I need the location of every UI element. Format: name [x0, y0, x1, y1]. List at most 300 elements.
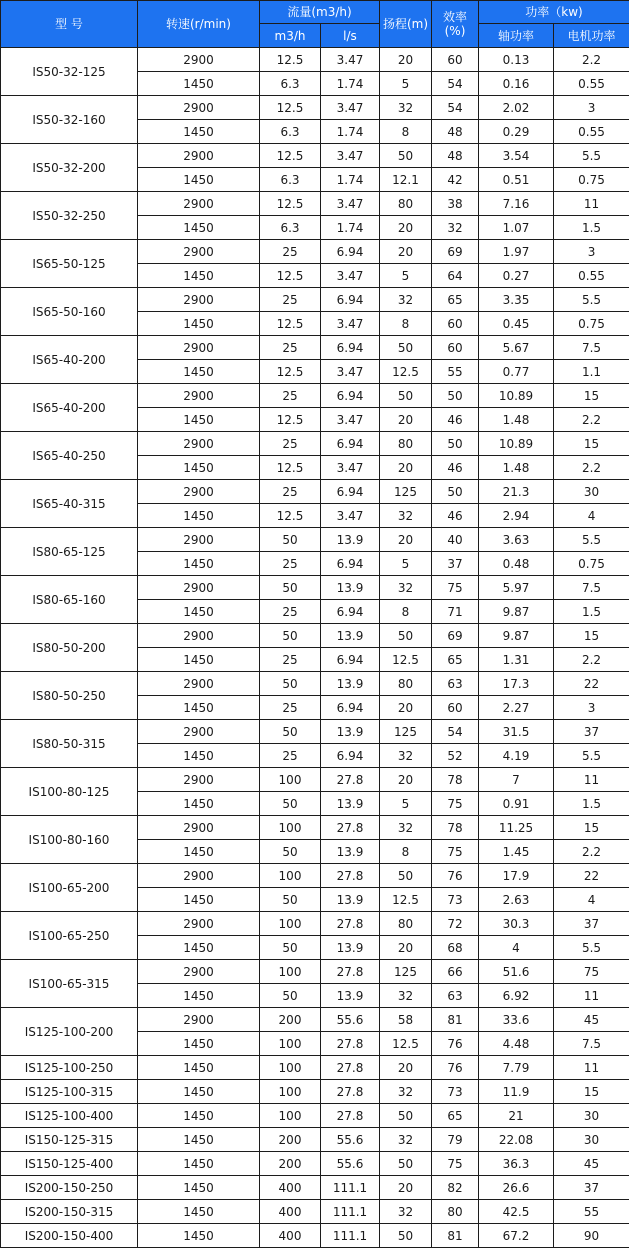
motor-power-cell: 90	[554, 1224, 629, 1248]
efficiency-cell: 60	[432, 48, 479, 72]
flow-m3h-cell: 50	[260, 984, 321, 1008]
efficiency-cell: 71	[432, 600, 479, 624]
shaft-power-cell: 2.02	[479, 96, 554, 120]
flow-ls-cell: 3.47	[321, 192, 380, 216]
model-cell: IS100-65-200	[1, 864, 138, 912]
head-cell: 50	[380, 1152, 432, 1176]
flow-ls-cell: 13.9	[321, 672, 380, 696]
motor-power-cell: 1.1	[554, 360, 629, 384]
efficiency-cell: 66	[432, 960, 479, 984]
flow-ls-cell: 13.9	[321, 792, 380, 816]
model-cell: IS125-100-250	[1, 1056, 138, 1080]
flow-ls-cell: 3.47	[321, 264, 380, 288]
motor-power-cell: 15	[554, 816, 629, 840]
flow-m3h-cell: 25	[260, 600, 321, 624]
head-cell: 32	[380, 576, 432, 600]
flow-ls-cell: 3.47	[321, 144, 380, 168]
speed-cell: 2900	[138, 816, 260, 840]
efficiency-cell: 50	[432, 432, 479, 456]
motor-power-cell: 7.5	[554, 1032, 629, 1056]
efficiency-cell: 76	[432, 1056, 479, 1080]
efficiency-cell: 52	[432, 744, 479, 768]
shaft-power-cell: 1.07	[479, 216, 554, 240]
motor-power-cell: 2.2	[554, 456, 629, 480]
flow-ls-cell: 27.8	[321, 864, 380, 888]
efficiency-cell: 65	[432, 1104, 479, 1128]
head-cell: 20	[380, 936, 432, 960]
speed-cell: 2900	[138, 768, 260, 792]
efficiency-cell: 50	[432, 480, 479, 504]
flow-m3h-cell: 100	[260, 1080, 321, 1104]
efficiency-cell: 68	[432, 936, 479, 960]
model-cell: IS65-40-200	[1, 336, 138, 384]
shaft-power-cell: 0.91	[479, 792, 554, 816]
flow-m3h-cell: 25	[260, 696, 321, 720]
model-cell: IS65-40-250	[1, 432, 138, 480]
efficiency-cell: 76	[432, 864, 479, 888]
flow-m3h-cell: 50	[260, 792, 321, 816]
motor-power-cell: 11	[554, 192, 629, 216]
head-cell: 5	[380, 792, 432, 816]
efficiency-cell: 42	[432, 168, 479, 192]
speed-cell: 2900	[138, 624, 260, 648]
motor-power-cell: 15	[554, 384, 629, 408]
flow-ls-cell: 6.94	[321, 384, 380, 408]
motor-power-cell: 7.5	[554, 576, 629, 600]
table-row	[1, 288, 629, 312]
model-cell: IS80-50-315	[1, 720, 138, 768]
flow-ls-cell: 1.74	[321, 168, 380, 192]
speed-cell: 2900	[138, 432, 260, 456]
head-cell: 50	[380, 1104, 432, 1128]
flow-ls-cell: 1.74	[321, 120, 380, 144]
speed-cell: 1450	[138, 312, 260, 336]
efficiency-cell: 63	[432, 984, 479, 1008]
table-row	[1, 528, 629, 552]
motor-power-cell: 0.55	[554, 120, 629, 144]
shaft-power-cell: 42.5	[479, 1200, 554, 1224]
table-row	[1, 48, 629, 72]
speed-cell: 2900	[138, 480, 260, 504]
flow-m3h-cell: 50	[260, 672, 321, 696]
motor-power-cell: 15	[554, 624, 629, 648]
speed-cell: 2900	[138, 1008, 260, 1032]
model-cell: IS80-50-250	[1, 672, 138, 720]
shaft-power-cell: 3.35	[479, 288, 554, 312]
motor-power-cell: 11	[554, 1056, 629, 1080]
speed-cell: 1450	[138, 1224, 260, 1248]
model-cell: IS200-150-400	[1, 1224, 138, 1248]
efficiency-cell: 80	[432, 1200, 479, 1224]
motor-power-cell: 30	[554, 1104, 629, 1128]
motor-power-cell: 3	[554, 240, 629, 264]
speed-cell: 1450	[138, 504, 260, 528]
shaft-power-cell: 21	[479, 1104, 554, 1128]
shaft-power-cell: 0.13	[479, 48, 554, 72]
flow-ls-cell: 13.9	[321, 528, 380, 552]
efficiency-cell: 65	[432, 288, 479, 312]
speed-cell: 2900	[138, 96, 260, 120]
head-cell: 50	[380, 384, 432, 408]
flow-m3h-cell: 25	[260, 288, 321, 312]
speed-cell: 1450	[138, 1056, 260, 1080]
motor-power-cell: 0.75	[554, 312, 629, 336]
head-cell: 8	[380, 312, 432, 336]
table-header	[1, 1, 629, 48]
table-row	[1, 720, 629, 744]
head-cell: 32	[380, 504, 432, 528]
header-flow-ls: l/s	[321, 24, 380, 48]
shaft-power-cell: 9.87	[479, 600, 554, 624]
speed-cell: 1450	[138, 1152, 260, 1176]
head-cell: 50	[380, 864, 432, 888]
shaft-power-cell: 67.2	[479, 1224, 554, 1248]
head-cell: 5	[380, 264, 432, 288]
flow-m3h-cell: 6.3	[260, 72, 321, 96]
head-cell: 58	[380, 1008, 432, 1032]
head-cell: 125	[380, 480, 432, 504]
motor-power-cell: 5.5	[554, 288, 629, 312]
head-cell: 8	[380, 600, 432, 624]
motor-power-cell: 30	[554, 1128, 629, 1152]
motor-power-cell: 37	[554, 1176, 629, 1200]
table-row	[1, 672, 629, 696]
flow-ls-cell: 3.47	[321, 456, 380, 480]
efficiency-cell: 78	[432, 816, 479, 840]
flow-ls-cell: 6.94	[321, 240, 380, 264]
header-speed: 转速(r/min)	[138, 1, 260, 48]
speed-cell: 1450	[138, 1200, 260, 1224]
efficiency-cell: 75	[432, 1152, 479, 1176]
head-cell: 8	[380, 840, 432, 864]
shaft-power-cell: 2.94	[479, 504, 554, 528]
shaft-power-cell: 51.6	[479, 960, 554, 984]
table-row	[1, 1128, 629, 1152]
flow-ls-cell: 27.8	[321, 1032, 380, 1056]
efficiency-cell: 60	[432, 312, 479, 336]
shaft-power-cell: 0.48	[479, 552, 554, 576]
head-cell: 32	[380, 1080, 432, 1104]
model-cell: IS100-65-315	[1, 960, 138, 1008]
efficiency-cell: 32	[432, 216, 479, 240]
flow-m3h-cell: 100	[260, 960, 321, 984]
efficiency-cell: 76	[432, 1032, 479, 1056]
flow-m3h-cell: 100	[260, 1056, 321, 1080]
speed-cell: 1450	[138, 456, 260, 480]
flow-m3h-cell: 400	[260, 1176, 321, 1200]
motor-power-cell: 3	[554, 96, 629, 120]
flow-ls-cell: 55.6	[321, 1008, 380, 1032]
speed-cell: 1450	[138, 792, 260, 816]
flow-ls-cell: 13.9	[321, 936, 380, 960]
flow-ls-cell: 27.8	[321, 1104, 380, 1128]
table-row	[1, 960, 629, 984]
shaft-power-cell: 11.25	[479, 816, 554, 840]
flow-m3h-cell: 6.3	[260, 120, 321, 144]
motor-power-cell: 1.5	[554, 600, 629, 624]
speed-cell: 1450	[138, 360, 260, 384]
motor-power-cell: 1.5	[554, 792, 629, 816]
flow-m3h-cell: 12.5	[260, 360, 321, 384]
table-row	[1, 336, 629, 360]
shaft-power-cell: 2.63	[479, 888, 554, 912]
head-cell: 20	[380, 1056, 432, 1080]
table-row	[1, 1008, 629, 1032]
flow-m3h-cell: 100	[260, 816, 321, 840]
flow-ls-cell: 3.47	[321, 408, 380, 432]
efficiency-cell: 48	[432, 120, 479, 144]
flow-ls-cell: 3.47	[321, 360, 380, 384]
shaft-power-cell: 31.5	[479, 720, 554, 744]
motor-power-cell: 11	[554, 984, 629, 1008]
motor-power-cell: 4	[554, 504, 629, 528]
flow-m3h-cell: 100	[260, 1104, 321, 1128]
speed-cell: 1450	[138, 1104, 260, 1128]
flow-m3h-cell: 100	[260, 864, 321, 888]
flow-ls-cell: 6.94	[321, 432, 380, 456]
speed-cell: 1450	[138, 696, 260, 720]
motor-power-cell: 15	[554, 1080, 629, 1104]
table-row	[1, 144, 629, 168]
efficiency-cell: 54	[432, 72, 479, 96]
flow-m3h-cell: 50	[260, 624, 321, 648]
shaft-power-cell: 1.48	[479, 408, 554, 432]
flow-ls-cell: 27.8	[321, 768, 380, 792]
flow-m3h-cell: 50	[260, 528, 321, 552]
header-flow: 流量(m3/h)	[260, 1, 380, 24]
efficiency-cell: 81	[432, 1224, 479, 1248]
table-row	[1, 1080, 629, 1104]
head-cell: 80	[380, 432, 432, 456]
head-cell: 32	[380, 816, 432, 840]
head-cell: 32	[380, 744, 432, 768]
speed-cell: 2900	[138, 384, 260, 408]
shaft-power-cell: 7.16	[479, 192, 554, 216]
head-cell: 80	[380, 672, 432, 696]
motor-power-cell: 2.2	[554, 48, 629, 72]
flow-ls-cell: 27.8	[321, 1080, 380, 1104]
shaft-power-cell: 11.9	[479, 1080, 554, 1104]
flow-ls-cell: 6.94	[321, 552, 380, 576]
flow-m3h-cell: 12.5	[260, 312, 321, 336]
flow-m3h-cell: 25	[260, 336, 321, 360]
flow-m3h-cell: 25	[260, 240, 321, 264]
shaft-power-cell: 0.45	[479, 312, 554, 336]
flow-ls-cell: 13.9	[321, 888, 380, 912]
table-row	[1, 912, 629, 936]
speed-cell: 1450	[138, 408, 260, 432]
model-cell: IS125-100-200	[1, 1008, 138, 1056]
head-cell: 12.5	[380, 888, 432, 912]
motor-power-cell: 15	[554, 432, 629, 456]
flow-ls-cell: 55.6	[321, 1152, 380, 1176]
shaft-power-cell: 10.89	[479, 432, 554, 456]
head-cell: 32	[380, 288, 432, 312]
model-cell: IS50-32-200	[1, 144, 138, 192]
head-cell: 125	[380, 720, 432, 744]
shaft-power-cell: 0.16	[479, 72, 554, 96]
efficiency-cell: 63	[432, 672, 479, 696]
flow-m3h-cell: 25	[260, 432, 321, 456]
model-cell: IS100-80-160	[1, 816, 138, 864]
speed-cell: 1450	[138, 216, 260, 240]
flow-ls-cell: 13.9	[321, 720, 380, 744]
shaft-power-cell: 3.54	[479, 144, 554, 168]
speed-cell: 2900	[138, 864, 260, 888]
shaft-power-cell: 5.67	[479, 336, 554, 360]
flow-m3h-cell: 12.5	[260, 144, 321, 168]
efficiency-cell: 72	[432, 912, 479, 936]
speed-cell: 1450	[138, 840, 260, 864]
model-cell: IS100-80-125	[1, 768, 138, 816]
flow-ls-cell: 6.94	[321, 480, 380, 504]
efficiency-cell: 60	[432, 336, 479, 360]
flow-m3h-cell: 50	[260, 840, 321, 864]
table-row	[1, 768, 629, 792]
shaft-power-cell: 17.9	[479, 864, 554, 888]
motor-power-cell: 30	[554, 480, 629, 504]
flow-m3h-cell: 200	[260, 1008, 321, 1032]
speed-cell: 1450	[138, 888, 260, 912]
flow-ls-cell: 111.1	[321, 1200, 380, 1224]
head-cell: 32	[380, 984, 432, 1008]
head-cell: 8	[380, 120, 432, 144]
motor-power-cell: 75	[554, 960, 629, 984]
header-model: 型 号	[1, 1, 138, 48]
motor-power-cell: 5.5	[554, 936, 629, 960]
motor-power-cell: 5.5	[554, 528, 629, 552]
speed-cell: 2900	[138, 48, 260, 72]
model-cell: IS150-125-315	[1, 1128, 138, 1152]
efficiency-cell: 54	[432, 96, 479, 120]
shaft-power-cell: 0.51	[479, 168, 554, 192]
flow-ls-cell: 6.94	[321, 648, 380, 672]
speed-cell: 1450	[138, 264, 260, 288]
header-flow-m3h: m3/h	[260, 24, 321, 48]
motor-power-cell: 45	[554, 1152, 629, 1176]
speed-cell: 1450	[138, 1080, 260, 1104]
flow-ls-cell: 27.8	[321, 960, 380, 984]
head-cell: 32	[380, 1128, 432, 1152]
model-cell: IS125-100-315	[1, 1080, 138, 1104]
table-row	[1, 480, 629, 504]
speed-cell: 2900	[138, 528, 260, 552]
model-cell: IS200-150-315	[1, 1200, 138, 1224]
efficiency-cell: 46	[432, 456, 479, 480]
table-row	[1, 1104, 629, 1128]
speed-cell: 2900	[138, 336, 260, 360]
flow-m3h-cell: 200	[260, 1152, 321, 1176]
head-cell: 12.5	[380, 1032, 432, 1056]
efficiency-cell: 73	[432, 1080, 479, 1104]
model-cell: IS200-150-250	[1, 1176, 138, 1200]
speed-cell: 2900	[138, 960, 260, 984]
head-cell: 12.1	[380, 168, 432, 192]
speed-cell: 1450	[138, 744, 260, 768]
efficiency-cell: 37	[432, 552, 479, 576]
shaft-power-cell: 22.08	[479, 1128, 554, 1152]
shaft-power-cell: 3.63	[479, 528, 554, 552]
flow-m3h-cell: 25	[260, 384, 321, 408]
motor-power-cell: 0.55	[554, 264, 629, 288]
speed-cell: 1450	[138, 648, 260, 672]
speed-cell: 2900	[138, 576, 260, 600]
motor-power-cell: 5.5	[554, 144, 629, 168]
efficiency-cell: 75	[432, 840, 479, 864]
head-cell: 80	[380, 192, 432, 216]
model-cell: IS100-65-250	[1, 912, 138, 960]
shaft-power-cell: 6.92	[479, 984, 554, 1008]
flow-m3h-cell: 25	[260, 648, 321, 672]
speed-cell: 1450	[138, 168, 260, 192]
motor-power-cell: 7.5	[554, 336, 629, 360]
head-cell: 20	[380, 408, 432, 432]
table-row	[1, 384, 629, 408]
efficiency-cell: 78	[432, 768, 479, 792]
flow-ls-cell: 13.9	[321, 840, 380, 864]
efficiency-cell: 69	[432, 624, 479, 648]
head-cell: 50	[380, 144, 432, 168]
table-row	[1, 1224, 629, 1248]
shaft-power-cell: 0.77	[479, 360, 554, 384]
speed-cell: 1450	[138, 1128, 260, 1152]
flow-m3h-cell: 12.5	[260, 504, 321, 528]
flow-ls-cell: 3.47	[321, 312, 380, 336]
head-cell: 50	[380, 624, 432, 648]
flow-ls-cell: 6.94	[321, 744, 380, 768]
efficiency-cell: 46	[432, 408, 479, 432]
flow-m3h-cell: 12.5	[260, 456, 321, 480]
speed-cell: 2900	[138, 720, 260, 744]
shaft-power-cell: 10.89	[479, 384, 554, 408]
flow-ls-cell: 6.94	[321, 288, 380, 312]
header-motor-power: 电机功率	[554, 24, 629, 48]
efficiency-cell: 75	[432, 792, 479, 816]
speed-cell: 2900	[138, 240, 260, 264]
shaft-power-cell: 7.79	[479, 1056, 554, 1080]
flow-ls-cell: 111.1	[321, 1176, 380, 1200]
motor-power-cell: 45	[554, 1008, 629, 1032]
shaft-power-cell: 36.3	[479, 1152, 554, 1176]
efficiency-cell: 64	[432, 264, 479, 288]
efficiency-cell: 79	[432, 1128, 479, 1152]
head-cell: 20	[380, 528, 432, 552]
speed-cell: 2900	[138, 672, 260, 696]
motor-power-cell: 2.2	[554, 408, 629, 432]
table-row	[1, 624, 629, 648]
motor-power-cell: 4	[554, 888, 629, 912]
head-cell: 20	[380, 1176, 432, 1200]
head-cell: 20	[380, 768, 432, 792]
model-cell: IS80-65-160	[1, 576, 138, 624]
motor-power-cell: 3	[554, 696, 629, 720]
motor-power-cell: 37	[554, 912, 629, 936]
speed-cell: 1450	[138, 1176, 260, 1200]
head-cell: 32	[380, 1200, 432, 1224]
speed-cell: 2900	[138, 288, 260, 312]
table-body	[1, 48, 629, 1248]
head-cell: 12.5	[380, 648, 432, 672]
efficiency-cell: 48	[432, 144, 479, 168]
motor-power-cell: 0.55	[554, 72, 629, 96]
flow-m3h-cell: 400	[260, 1200, 321, 1224]
flow-ls-cell: 27.8	[321, 1056, 380, 1080]
flow-m3h-cell: 6.3	[260, 168, 321, 192]
table-row	[1, 864, 629, 888]
model-cell: IS125-100-400	[1, 1104, 138, 1128]
speed-cell: 1450	[138, 936, 260, 960]
flow-m3h-cell: 12.5	[260, 264, 321, 288]
